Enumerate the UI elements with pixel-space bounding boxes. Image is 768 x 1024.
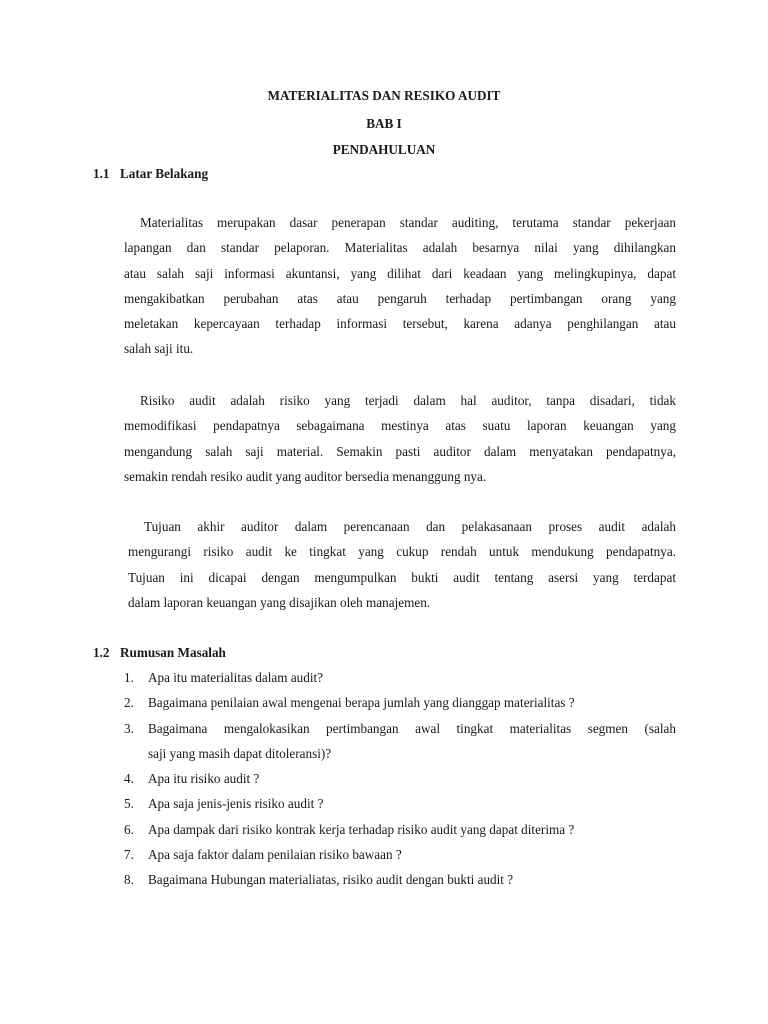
list-item-text: Bagaimana Hubungan materialiatas, risiko audit dengan bukti audit ?	[148, 872, 514, 888]
list-item-text: saji yang masih dapat ditoleransi)?	[148, 745, 332, 761]
list-item-text: Bagaimana mengalokasikan pertimbangan awal tingkat materialitas segmen (salah	[148, 720, 676, 736]
list-item-number: 1.	[124, 670, 134, 685]
section-title: Rumusan Masalah	[120, 645, 226, 660]
paragraph-line: mengurangi risiko audit ke tingkat yang cukup rendah untuk mendukung pendapatnya.	[128, 544, 676, 560]
paragraph-line: lapangan dan standar pelaporan. Materialitas adalah besarnya nilai yang dihilangkan	[124, 240, 676, 256]
list-item-text: Apa itu risiko audit ?	[148, 771, 260, 787]
list-item	[124, 716, 676, 767]
paragraph-tujuan	[128, 514, 676, 615]
paragraph-line: Risiko audit adalah risiko yang terjadi dalam hal auditor, tanpa disadari, tidak	[140, 393, 676, 408]
paragraph-materialitas	[124, 210, 676, 362]
list-item	[124, 766, 676, 791]
paragraph-line: meletakan kepercayaan terhadap informasi tersebut, karena adanya penghilangan atau	[124, 316, 676, 332]
list-item-text: Bagaimana penilaian awal mengenai berapa jumlah yang dianggap materialitas ?	[148, 695, 575, 711]
section-number: 1.1	[93, 166, 110, 181]
chapter-label: BAB I	[366, 116, 402, 131]
paragraph-line: semakin rendah resiko audit yang auditor bersedia menanggung nya.	[124, 468, 487, 484]
problem-list	[124, 665, 676, 893]
list-item-number: 2.	[124, 695, 134, 711]
paragraph-line: memodifikasi pendapatnya sebagaimana mestinya atas suatu laporan keuangan yang	[124, 418, 676, 434]
section-heading-latar-belakang	[93, 166, 208, 182]
document-title: MATERIALITAS DAN RESIKO AUDIT	[267, 88, 501, 103]
paragraph-risiko-audit	[124, 388, 676, 489]
paragraph-line: mengandung salah saji material. Semakin pasti auditor dalam menyatakan pendapatnya,	[124, 443, 676, 459]
list-item	[124, 791, 676, 816]
list-item	[124, 665, 676, 690]
chapter-title: PENDAHULUAN	[332, 142, 436, 157]
list-item-number: 3.	[124, 720, 134, 736]
list-item-number: 6.	[124, 821, 134, 837]
paragraph-line: mengakibatkan perubahan atas atau pengaruh terhadap pertimbangan orang yang	[124, 290, 676, 306]
paragraph-line: Tujuan ini dicapai dengan mengumpulkan bukti audit tentang asersi yang terdapat	[128, 569, 676, 585]
paragraph-line: Tujuan akhir auditor dalam perencanaan dan pelakasanaan proses audit adalah	[144, 519, 676, 534]
paragraph-line: atau salah saji informasi akuntansi, yang dilihat dari keadaan yang melingkupinya, dapat	[124, 265, 676, 281]
list-item-text: Apa itu materialitas dalam audit?	[148, 670, 324, 685]
list-item-text: Apa saja faktor dalam penilaian risiko bawaan ?	[148, 847, 402, 863]
list-item	[124, 817, 676, 842]
list-item-number: 7.	[124, 847, 134, 863]
paragraph-line: Materialitas merupakan dasar penerapan standar auditing, terutama standar pekerjaan	[140, 215, 676, 230]
list-item	[124, 842, 676, 867]
section-heading-rumusan-masalah	[93, 645, 226, 661]
section-number: 1.2	[93, 645, 110, 660]
paragraph-line: dalam laporan keuangan yang disajikan oleh manajemen.	[128, 594, 431, 610]
list-item-number: 4.	[124, 771, 134, 787]
list-item-number: 8.	[124, 872, 134, 888]
section-title: Latar Belakang	[120, 166, 209, 181]
list-item	[124, 867, 676, 892]
paragraph-line: salah saji itu.	[124, 341, 194, 357]
list-item-text: Apa dampak dari risiko kontrak kerja terhadap risiko audit yang dapat diterima ?	[148, 821, 575, 837]
list-item-number: 5.	[124, 796, 134, 812]
list-item-text: Apa saja jenis-jenis risiko audit ?	[148, 796, 324, 812]
list-item	[124, 690, 676, 715]
